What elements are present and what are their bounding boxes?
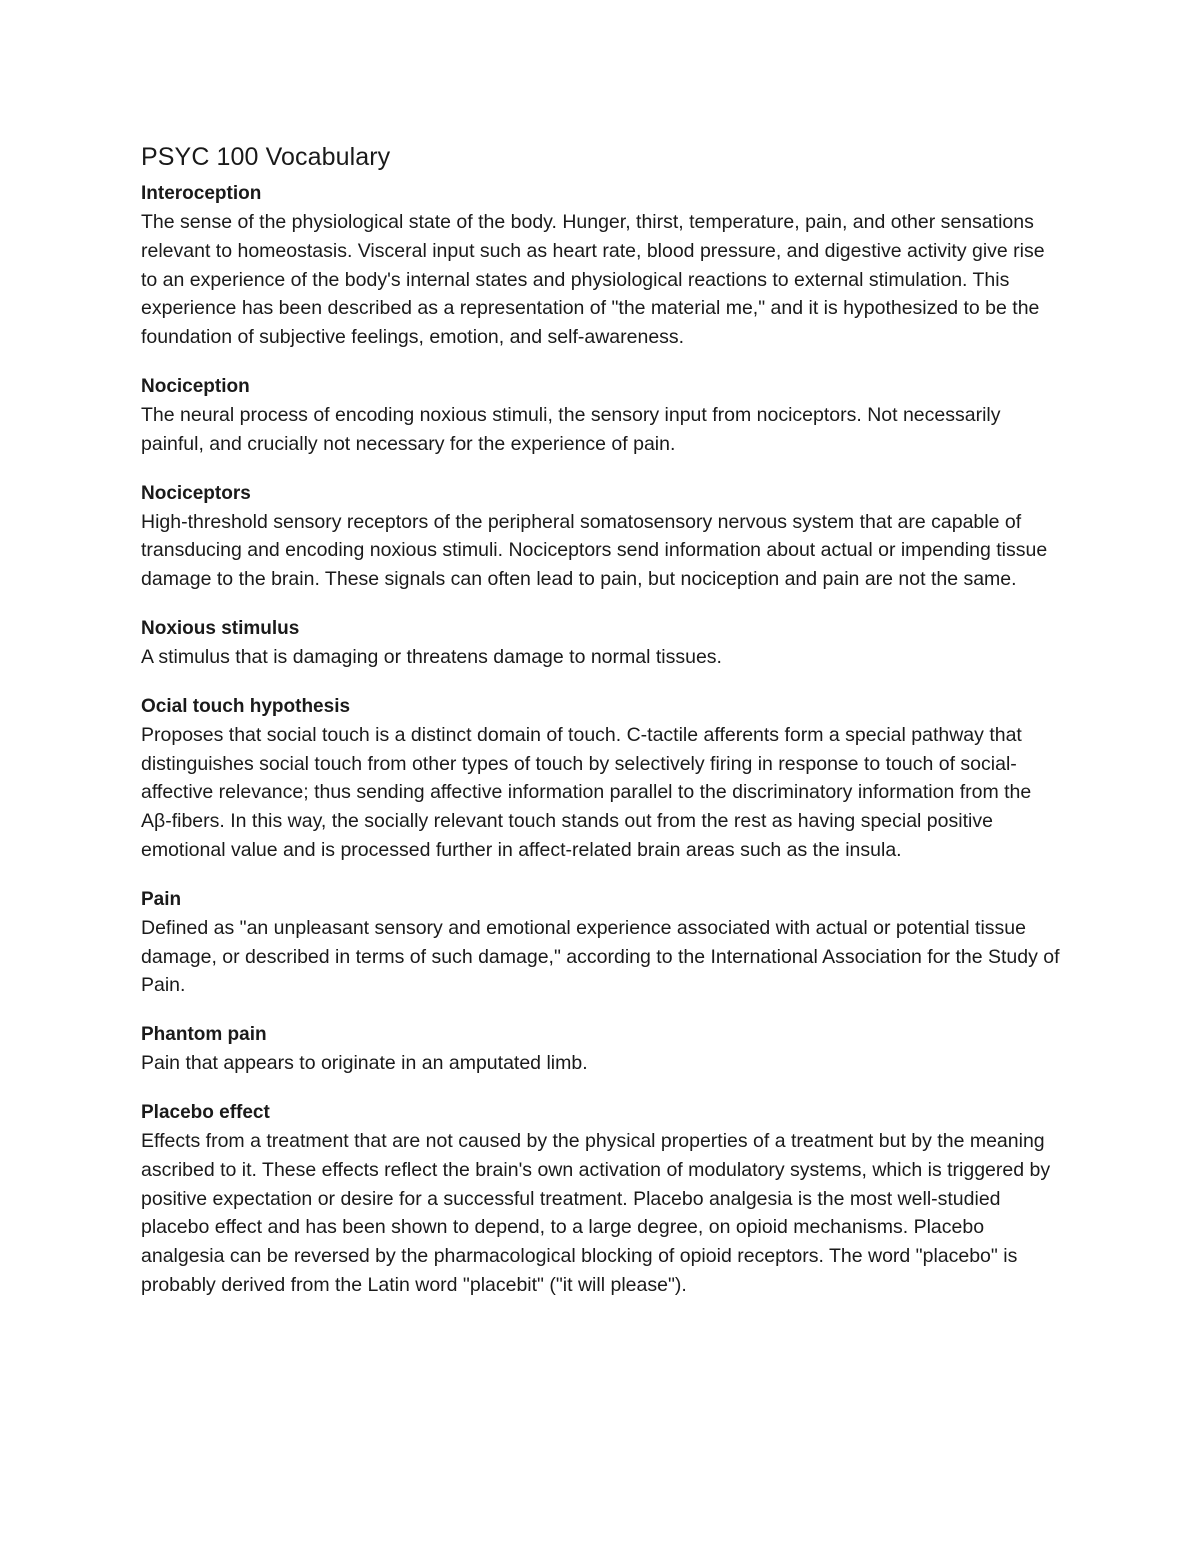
term-heading: Placebo effect	[141, 1101, 270, 1123]
term-definition: High-threshold sensory receptors of the peripheral somatosensory nervous system that are capable of transducing and encoding noxious stimuli. Nociceptors send information about actual or impending tissue damage to the brain. These signals can often lead to pain, but nociception and pain are not the same.	[141, 510, 1048, 591]
term-heading: Ocial touch hypothesis	[141, 695, 351, 717]
vocab-entry-phantom-pain	[141, 1021, 1066, 1078]
term-heading: Pain	[141, 888, 182, 910]
vocab-entry-interoception	[141, 180, 1066, 352]
vocab-entry-placebo-effect	[141, 1099, 1066, 1300]
term-definition: Proposes that social touch is a distinct domain of touch. C-tactile afferents form a special pathway that distinguishes social touch from other types of touch by selectively firing in response to touch of social-affective relevance; thus sending affective information parallel to the discriminatory information from the Aβ-fibers. In this way, the socially relevant touch stands out from the rest as having special positive emotional value and is processed further in affect-related brain areas such as the insula.	[141, 723, 1032, 861]
term-heading: Phantom pain	[141, 1024, 267, 1046]
document-title: PSYC 100 Vocabulary	[141, 143, 391, 171]
term-heading: Noxious stimulus	[141, 617, 300, 639]
term-heading: Nociception	[141, 375, 250, 397]
term-heading: Nociceptors	[141, 482, 251, 504]
vocab-entry-noxious-stimulus	[141, 615, 1066, 672]
vocab-entry-nociceptors	[141, 480, 1066, 594]
term-definition: Pain that appears to originate in an amputated limb.	[141, 1052, 588, 1075]
term-definition: Defined as "an unpleasant sensory and emotional experience associated with actual or potential tissue damage, or described in terms of such damage," according to the International Association for the Study of Pain.	[141, 916, 1060, 997]
vocab-entry-nociception	[141, 373, 1066, 459]
vocab-entry-social-touch-hypothesis	[141, 693, 1066, 865]
term-definition: The sense of the physiological state of the body. Hunger, thirst, temperature, pain, and other sensations relevant to homeostasis. Visceral input such as heart rate, blood pressure, and digestive activity give rise to an experience of the body's internal states and physiological reactions to external stimulation. This experience has been described as a representation of "the material me," and it is hypothesized to be the foundation of subjective feelings, emotion, and self-awareness.	[141, 211, 1045, 349]
vocab-entry-pain	[141, 886, 1066, 1000]
term-heading: Interoception	[141, 183, 262, 204]
term-definition: Effects from a treatment that are not caused by the physical properties of a treatment but by the meaning ascribed to it. These effects reflect the brain's own activation of modulatory systems, which is triggered by positive expectation or desire for a successful treatment. Placebo analgesia is the most well-studied placebo effect and has been shown to depend, to a large degree, on opioid mechanisms. Placebo analgesia can be reversed by the pharmacological blocking of opioid receptors. The word "placebo" is probably derived from the Latin word "placebit" ("it will please").	[141, 1129, 1051, 1296]
term-definition: The neural process of encoding noxious stimuli, the sensory input from nociceptors. Not necessarily painful, and crucially not necessary for the experience of pain.	[141, 403, 1001, 455]
document-page	[141, 140, 1066, 1321]
term-definition: A stimulus that is damaging or threatens damage to normal tissues.	[141, 645, 722, 668]
